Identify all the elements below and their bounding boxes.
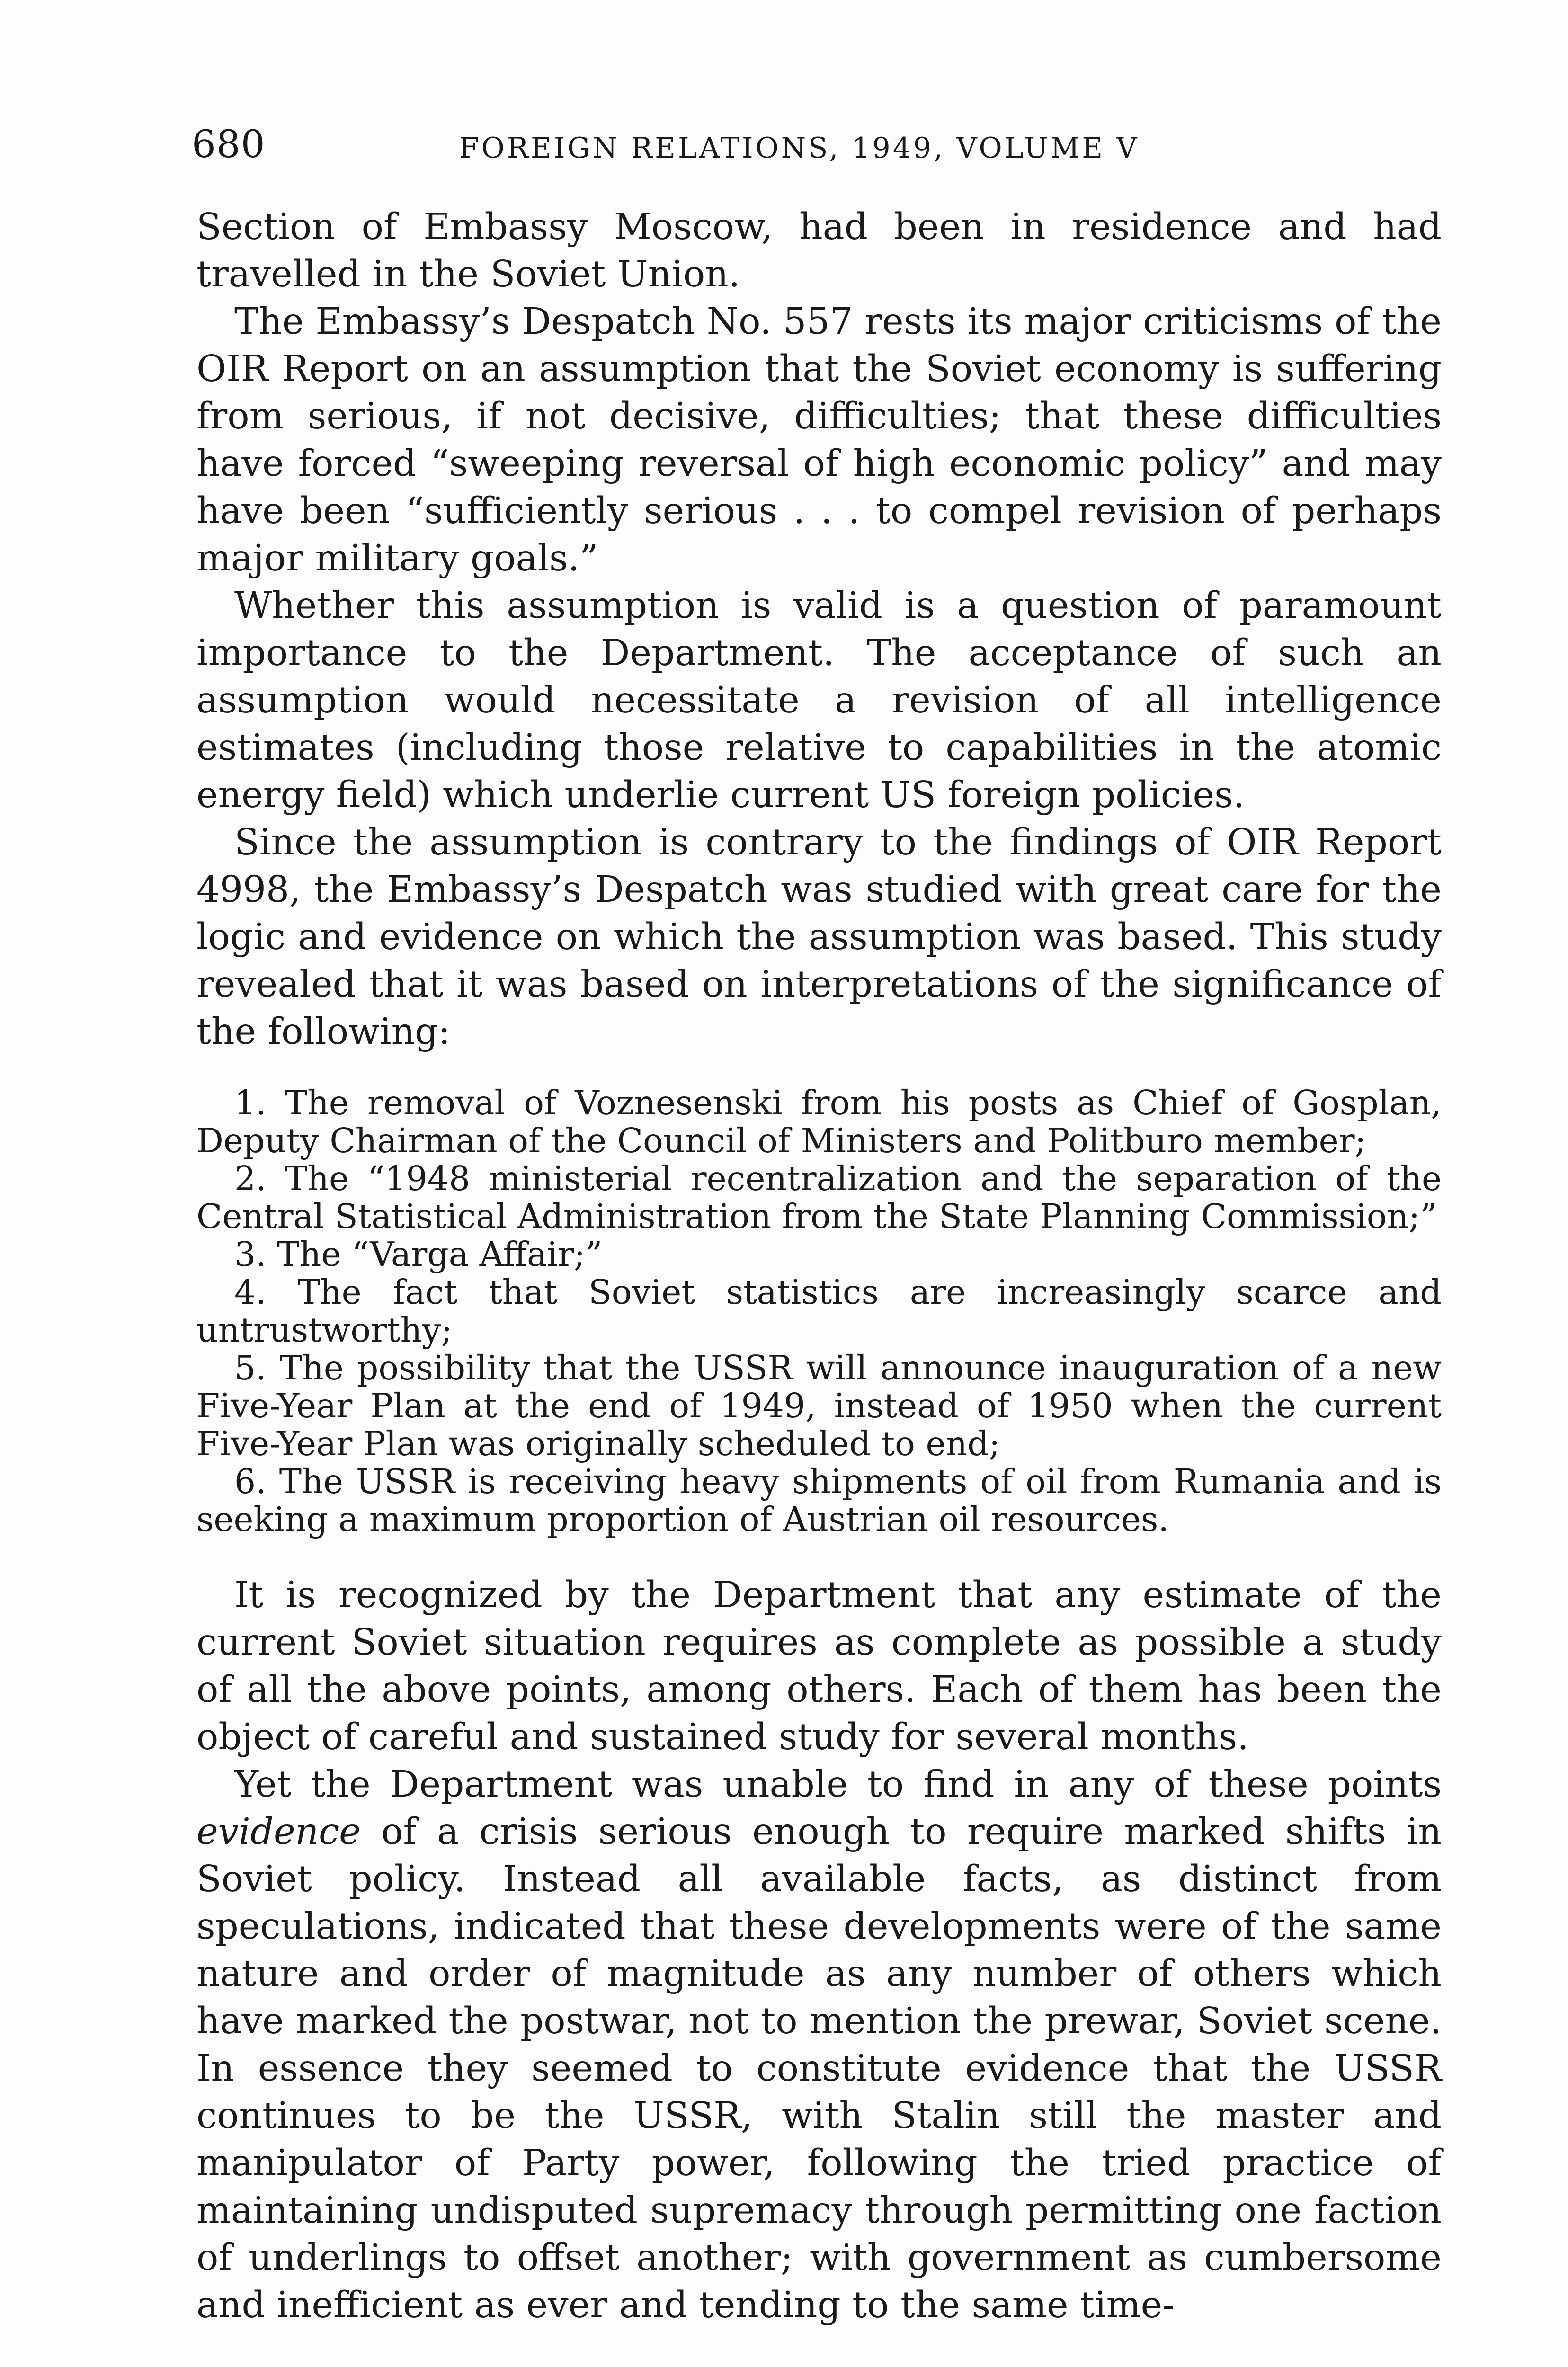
page-number: 680 — [192, 122, 266, 166]
running-head: FOREIGN RELATIONS, 1949, VOLUME V — [459, 132, 1140, 165]
list-item: 6. The USSR is receiving heavy shipments of oil from Rumania and is seeking a maximum proportion of Austrian oil resources. — [196, 1462, 1442, 1539]
paragraph-6-start: Yet the Department was unable to find in any of these points — [234, 1763, 1442, 1806]
paragraph-6 — [196, 1761, 1442, 2329]
italic-evidence: evidence — [196, 1811, 361, 1853]
paragraph-4: Since the assumption is contrary to the findings of OIR Report 4998, the Embassy’s Despatch was studied with great care for the logic and evidence on which the assumption was based. This study revealed that it was based on interpretations of the significance of the following: — [196, 821, 1442, 1053]
body-text — [196, 204, 1442, 2329]
page-header — [192, 121, 1470, 173]
paragraph-5: It is recognized by the Department that any estimate of the current Soviet situation requires as complete as possible a study of all the above points, among others. Each of them has been the object of careful and sustained study for several months. — [196, 1574, 1442, 1758]
paragraph-2: The Embassy’s Despatch No. 557 rests its major criticisms of the OIR Report on an assumption that the Soviet economy is suffering from serious, if not decisive, difficulties; that these difficulties have forced “sweeping reversal of high economic policy” and may have been “sufficiently serious . . . to compel revision of perhaps major military goals.” — [196, 301, 1442, 579]
list-item: 1. The removal of Voznesenski from his posts as Chief of Gosplan, Deputy Chairman of the Council of Ministers and Politburo member; — [196, 1083, 1442, 1160]
paragraph-1: Section of Embassy Moscow, had been in residence and had travelled in the Soviet Union. — [196, 206, 1442, 295]
numbered-list — [196, 1084, 1442, 1539]
paragraph-3: Whether this assumption is valid is a question of paramount importance to the Department. The acceptance of such an assumption would necessitate a revision of all intelligence estimates (including those relative to capabilities in the atomic energy field) which underlie current US foreign policies. — [196, 585, 1442, 816]
list-item: 4. The fact that Soviet statistics are increasingly scarce and untrustworthy; — [196, 1272, 1442, 1350]
list-item: 2. The “1948 ministerial recentralization and the separation of the Central Statistical Administration from the State Planning Commission;” — [196, 1159, 1442, 1236]
list-item: 3. The “Varga Affair;” — [234, 1235, 603, 1274]
paragraph-6-end: of a crisis serious enough to require marked shifts in Soviet policy. Instead all available facts, as distinct from speculations, indicated that these developments were of the same nature and order of magnitude as any number of others which have marked the postwar, not to mention the prewar, Soviet scene. In essence they seemed to constitute evidence that the USSR continues to be the USSR, with Stalin still the master and manipulator of Party power, following the tried practice of maintaining undisputed supremacy through permitting one faction of underlings to offset another; with government as cumbersome and inefficient as ever and tending to the same time- — [196, 1811, 1442, 2326]
list-item: 5. The possibility that the USSR will announce inauguration of a new Five-Year Plan at the end of 1949, instead of 1950 when the current Five-Year Plan was originally scheduled to end; — [196, 1348, 1442, 1463]
